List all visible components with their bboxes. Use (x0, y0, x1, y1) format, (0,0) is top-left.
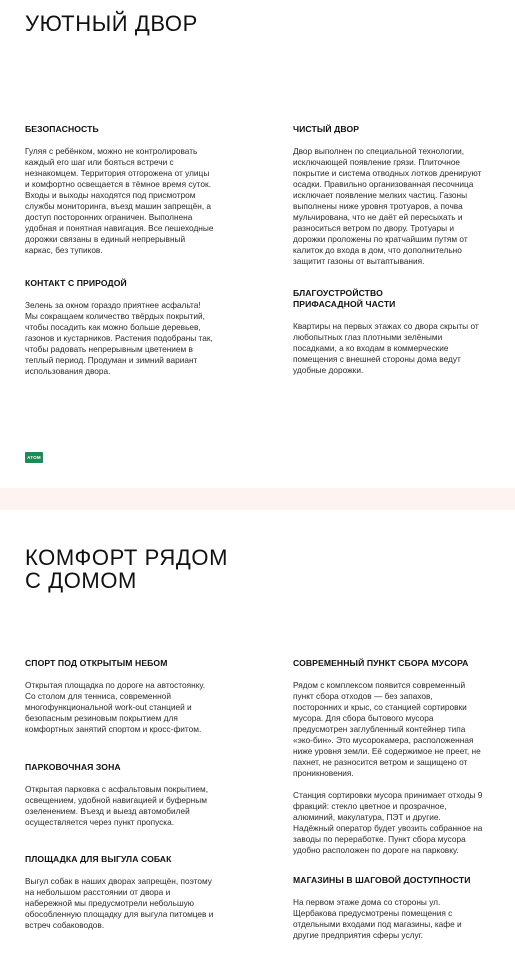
block-dog-park (25, 854, 215, 931)
block-heading: ПАРКОВОЧНАЯ ЗОНА (25, 762, 121, 772)
block-heading: БЕЗОПАСНОСТЬ (25, 124, 99, 134)
block-nature (25, 278, 215, 377)
block-heading: СПОРТ ПОД ОТКРЫТЫМ НЕБОМ (25, 658, 168, 668)
section-divider (0, 488, 515, 510)
block-heading: МАГАЗИНЫ В ШАГОВОЙ ДОСТУПНОСТИ (293, 875, 471, 885)
block-facade (293, 288, 483, 376)
section-title-comfort: КОМФОРТ РЯДОМ С ДОМОМ (25, 545, 229, 593)
block-sport (25, 658, 215, 735)
block-heading: ЧИСТЫЙ ДВОР (293, 124, 360, 134)
block-heading: КОНТАКТ С ПРИРОДОЙ (25, 278, 127, 288)
block-text: Гуляя с ребёнком, можно не контролировать каждый его шаг или бояться встречи с незнакомцем. Территория отгорожена от улицы и комфортно освещается в тёмное время суток. Входы и выходы находятся под присмотром службы мониторинга, въезд машин запрещён, а доступ посторонних ограничен. Выполнена удобная и понятная навигация. Все пешеходные дорожки связаны в единый непрерывный каркас, без тупиков. (25, 146, 214, 255)
block-parking (25, 762, 215, 828)
block-text: Выгул собак в наших дворах запрещён, поэтому на небольшом расстоянии от двора и набережной мы предусмотрели небольшую обособленную площадку для выгула питомцев и встреч собаководов. (25, 876, 214, 930)
block-clean-yard (293, 124, 483, 267)
block-heading: СОВРЕМЕННЫЙ ПУНКТ СБОРА МУСОРА (293, 658, 469, 668)
block-heading: ПЛОЩАДКА ДЛЯ ВЫГУЛА СОБАК (25, 854, 172, 864)
block-text: Квартиры на первых этажах со двора скрыты от любопытных глаз плотными зелёными посадками, а ко входам в коммерческие помещения с внешней стороны дома ведут удобные дорожки. (293, 321, 479, 375)
block-text: Двор выполнен по специальной технологии, исключающей появление грязи. Плиточное покрытие и система отводных лотков дренируют осадки. Правильно организованная песочница исключает появление мелких частиц. Газоны выполнены ниже уровня тротуаров, а почва мульчирована, что не даёт ей пересыхать и разноситься ветром по двору. Тротуары и дорожки проложены по кратчайшим путям от калиток до входа в дом, что дополнительно защитит газоны от вытаптывания. (293, 146, 482, 266)
block-text-2: Станция сортировки мусора принимает отходы 9 фракций: стекло цветное и прозрачное, алюминий, макулатура, ПЭТ и другие. Надёжный оператор будет увозить собранное на заводы по переработке. Пункт сбора мусора удобно расположен по дороге на парковку. (293, 790, 483, 855)
block-waste-collection (293, 658, 483, 856)
block-text: На первом этаже дома со стороны ул. Щербакова предусмотрены помещения с отдельными входами под магазины, кафе и другие предприятия сферы услуг. (293, 897, 462, 940)
block-heading: БЛАГОУСТРОЙСТВО ПРИФАСАДНОЙ ЧАСТИ (293, 288, 396, 309)
block-text: Открытая парковка с асфальтовым покрытием, освещением, удобной навигацией и буферным озеленением. Въезд и выезд автомобилей осуществляется через пункт пропуска. (25, 784, 209, 827)
block-text: Открытая площадка по дороге на автостоянку. Со столом для тенниса, современной многофункциональной work-out станцией и безопасным резиновым покрытием для комфортных занятий спортом и кросс-фитом. (25, 680, 206, 734)
block-text: Зелень за окном гораздо приятнее асфальта! Мы сокращаем количество твёрдых покрытий, чтобы посадить как можно больше деревьев, газонов и кустарников. Растения подобраны так, чтобы радовать непрерывным цветением в теплый период. Продуман и зимний вариант использования двора. (25, 300, 213, 376)
brand-logo-text: АТОМ (27, 455, 41, 460)
block-text: Рядом с комплексом появится современный пункт сбора отходов — без запахов, посторонних и крыс, со станцией сортировки мусора. Для сбора бытового мусора предусмотрен заглубленный контейнер типа «эко-бин». Это мусорокамера, расположенная ниже уровня земли. Её содержимое не преет, не пахнет, не разносится ветром и защищено от проникновения. (293, 680, 481, 778)
block-safety (25, 124, 215, 256)
brand-logo (25, 452, 43, 463)
section-title-cozy-yard: УЮТНЫЙ ДВОР (25, 11, 198, 36)
block-shops (293, 875, 483, 941)
